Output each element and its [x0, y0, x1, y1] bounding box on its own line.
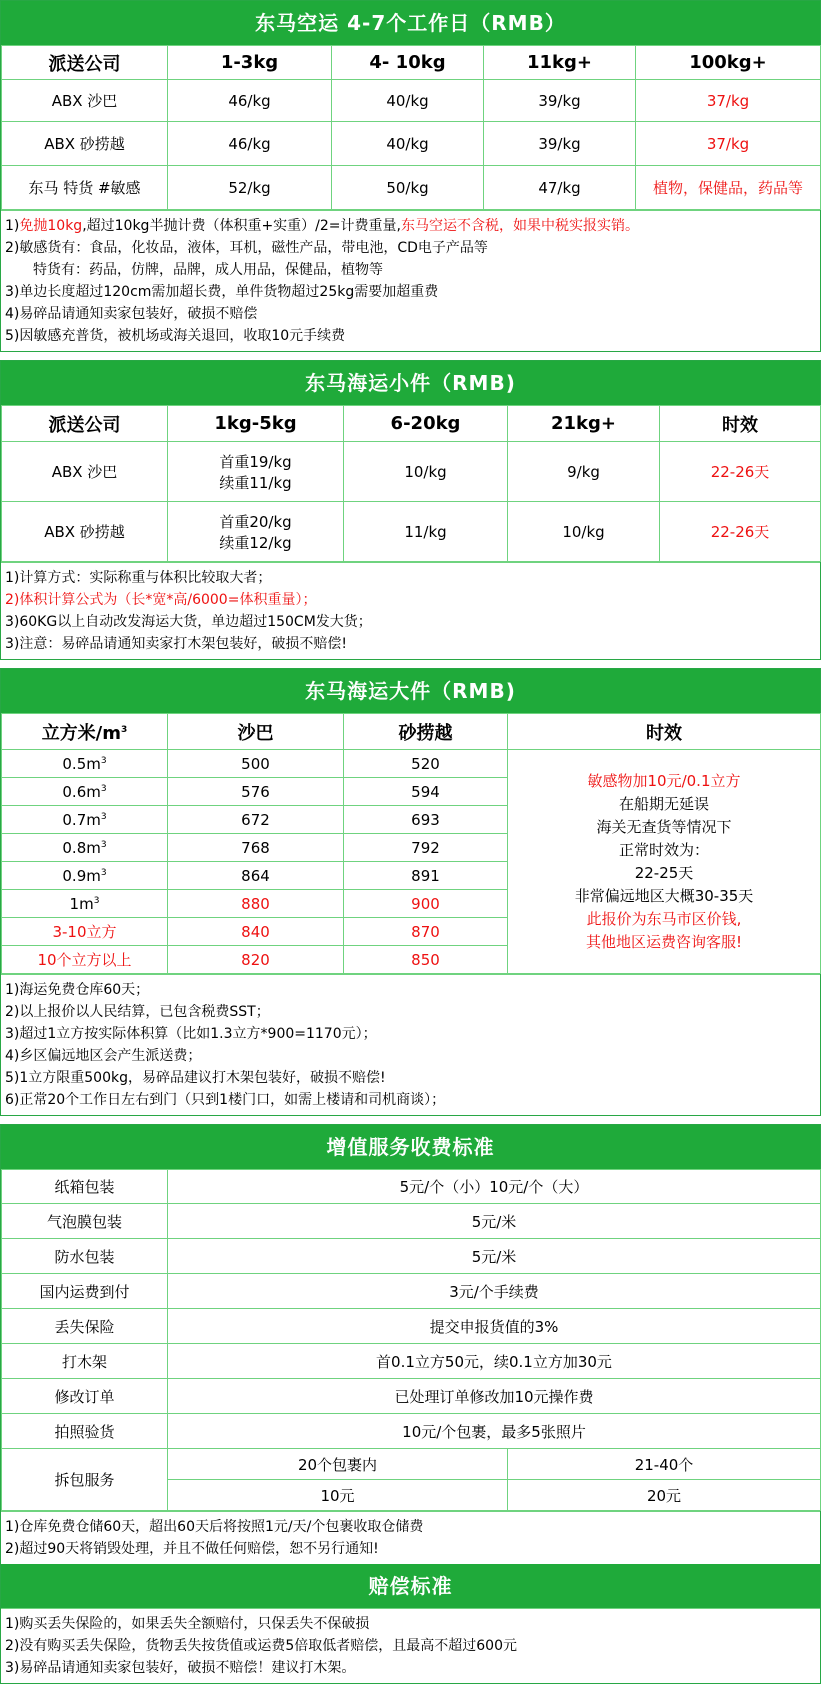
sea-large-table: [1, 713, 821, 974]
column-header: 21kg+: [508, 406, 660, 442]
column-header: 时效: [660, 406, 821, 442]
table-row: [2, 122, 821, 166]
price-cell: 50/kg: [332, 166, 484, 210]
price-cell: 594: [344, 778, 508, 806]
price-cell: 864: [168, 862, 344, 890]
table-row: [2, 1414, 821, 1449]
compensation-title: 赔偿标准: [1, 1564, 820, 1608]
time-cell: 22-26天: [660, 442, 821, 502]
column-header: 立方米$/m^3$: [2, 714, 168, 750]
note-line: 6)正常20个工作日左右到门（只到1楼门口，如需上楼请和司机商谈）；: [5, 1092, 446, 1108]
sea-large-title: 东马海运大件（RMB): [1, 669, 820, 713]
price-cell: 576: [168, 778, 344, 806]
sea-small-section: [0, 360, 821, 660]
company-cell: 东马 特货 #敏感: [2, 166, 168, 210]
price-cell: 46/kg: [168, 80, 332, 122]
table-row: [2, 80, 821, 122]
air-freight-title: 东马空运 4-7个工作日（RMB）: [1, 1, 820, 45]
price-cell: 52/kg: [168, 166, 332, 210]
note-line: 特货有：药品，仿牌，品牌，成人用品，保健品，植物等: [33, 262, 383, 278]
service-price: 提交申报货值的3%: [168, 1309, 821, 1344]
price-cell: 40/kg: [332, 80, 484, 122]
company-cell: ABX 沙巴: [2, 442, 168, 502]
compensation-notes: [1, 1608, 820, 1683]
air-freight-table: [1, 45, 821, 210]
price-cell: 首重20/kg 续重12/kg: [168, 502, 344, 562]
company-cell: ABX 砂捞越: [2, 502, 168, 562]
service-name: 拆包服务: [2, 1449, 168, 1511]
price-cell: 10/kg: [344, 442, 508, 502]
price-cell: 768: [168, 834, 344, 862]
service-price: 5元/米: [168, 1204, 821, 1239]
price-cell: 39/kg: [484, 122, 636, 166]
service-name: 气泡膜包装: [2, 1204, 168, 1239]
note-line: 4)乡区偏远地区会产生派送费；: [5, 1048, 202, 1064]
company-cell: ABX 砂捞越: [2, 122, 168, 166]
split-price: 10元: [168, 1480, 508, 1511]
volume-cell: $1m^3$: [2, 890, 168, 918]
note-line: 2)没有购买丢失保险，货物丢失按货值或运费5倍取低者赔偿，且最高不超过600元: [5, 1638, 517, 1654]
price-cell: 11/kg: [344, 502, 508, 562]
column-header: 6-20kg: [344, 406, 508, 442]
volume-cell: 3-10立方: [2, 918, 168, 946]
note-line: 2)以上报价以人民结算，已包含税费SST；: [5, 1004, 270, 1020]
service-name: 防水包装: [2, 1239, 168, 1274]
service-name: 拍照验货: [2, 1414, 168, 1449]
note-line: 3)注意：易碎品请通知卖家打木架包装好，破损不赔偿!: [5, 636, 347, 652]
sea-large-section: [0, 668, 821, 1116]
table-row: [2, 502, 821, 562]
price-cell: 672: [168, 806, 344, 834]
table-row: [2, 1239, 821, 1274]
column-header: 1kg-5kg: [168, 406, 344, 442]
column-header: 派送公司: [2, 406, 168, 442]
table-row: [2, 1170, 821, 1204]
price-cell: 9/kg: [508, 442, 660, 502]
price-cell: 850: [344, 946, 508, 974]
sea-small-notes: [1, 562, 820, 659]
air-freight-section: [0, 0, 821, 352]
service-name: 修改订单: [2, 1379, 168, 1414]
table-row: [2, 1274, 821, 1309]
table-row: [2, 166, 821, 210]
split-header: 21-40个: [508, 1449, 821, 1480]
services-title: 增值服务收费标准: [1, 1125, 820, 1169]
service-price: 3元/个手续费: [168, 1274, 821, 1309]
service-price: 已处理订单修改加10元操作费: [168, 1379, 821, 1414]
price-cell: 880: [168, 890, 344, 918]
table-header-row: [2, 46, 821, 80]
split-price: 20元: [508, 1480, 821, 1511]
note-line: 3)60KG以上自动改发海运大货，单边超过150CM发大货；: [5, 614, 372, 630]
price-cell: 37/kg: [636, 80, 821, 122]
split-header: 20个包裹内: [168, 1449, 508, 1480]
air-notes: [1, 210, 820, 351]
price-cell: 39/kg: [484, 80, 636, 122]
note-line: 2)超过90天将销毁处理，并且不做任何赔偿，恕不另行通知!: [5, 1541, 379, 1557]
column-header: 沙巴: [168, 714, 344, 750]
price-cell: 47/kg: [484, 166, 636, 210]
table-row: [2, 1204, 821, 1239]
table-row: [2, 750, 821, 778]
table-row: [2, 1344, 821, 1379]
column-header: 11kg+: [484, 46, 636, 80]
table-row: [2, 1449, 821, 1480]
volume-cell: $0.7m^3$: [2, 806, 168, 834]
note-line: 4)易碎品请通知卖家包装好，破损不赔偿: [5, 306, 258, 322]
price-cell: 900: [344, 890, 508, 918]
column-header: 100kg+: [636, 46, 821, 80]
sea-large-notes: [1, 974, 820, 1115]
sea-small-table: [1, 405, 821, 562]
note-line: 2)敏感货有：食品，化妆品，液体，耳机，磁性产品，带电池，CD电子产品等: [5, 240, 488, 256]
column-header: 砂捞越: [344, 714, 508, 750]
note-line: 1)免抛10kg,超过10kg半抛计费（体积重+实重）/2=计费重量,东马空运不含税，如果中税实报实销。: [5, 218, 639, 234]
note-line: 1)仓库免费仓储60天，超出60天后将按照1元/天/个包裹收取仓储费: [5, 1519, 424, 1535]
volume-cell: $0.8m^3$: [2, 834, 168, 862]
price-cell: 520: [344, 750, 508, 778]
service-price: 5元/个（小）10元/个（大）: [168, 1170, 821, 1204]
volume-cell: $0.5m^3$: [2, 750, 168, 778]
note-line: 5)1立方限重500kg，易碎品建议打木架包装好，破损不赔偿!: [5, 1070, 386, 1086]
company-cell: ABX 沙巴: [2, 80, 168, 122]
price-cell: 870: [344, 918, 508, 946]
table-header-row: [2, 406, 821, 442]
column-header: 时效: [508, 714, 821, 750]
table-header-row: [2, 714, 821, 750]
note-line: 3)易碎品请通知卖家包装好，破损不赔偿！建议打木架。: [5, 1660, 356, 1676]
note-line: 1)购买丢失保险的，如果丢失全额赔付，只保丢失不保破损: [5, 1616, 370, 1632]
service-price: 首0.1立方50元，续0.1立方加30元: [168, 1344, 821, 1379]
price-cell: 首重19/kg 续重11/kg: [168, 442, 344, 502]
price-cell: 820: [168, 946, 344, 974]
service-name: 丢失保险: [2, 1309, 168, 1344]
note-line: 1)海运免费仓库60天；: [5, 982, 150, 998]
services-notes: [1, 1511, 820, 1564]
note-line: 3)单边长度超过120cm需加超长费，单件货物超过25kg需要加超重费: [5, 284, 439, 300]
note-line: 5)因敏感充普货，被机场或海关退回，收取10元手续费: [5, 328, 346, 344]
price-cell: 植物，保健品，药品等: [636, 166, 821, 210]
service-name: 打木架: [2, 1344, 168, 1379]
timing-cell: 敏感物加10元/0.1立方 在船期无延误 海关无查货等情况下 正常时效为： 22-25天 非常偏远地区大概30-35天 此报价为东马市区价钱, 其他地区运费咨询客服!: [508, 750, 821, 974]
note-line: 1)计算方式：实际称重与体积比较取大者；: [5, 570, 272, 586]
time-cell: 22-26天: [660, 502, 821, 562]
note-line: 2)体积计算公式为（长*宽*高/6000=体积重量）；: [5, 592, 317, 608]
price-cell: 693: [344, 806, 508, 834]
table-row: [2, 442, 821, 502]
table-row: [2, 1309, 821, 1344]
service-price: 10元/个包裹，最多5张照片: [168, 1414, 821, 1449]
column-header: 派送公司: [2, 46, 168, 80]
service-name: 国内运费到付: [2, 1274, 168, 1309]
sea-small-title: 东马海运小件（RMB): [1, 361, 820, 405]
service-name: 纸箱包装: [2, 1170, 168, 1204]
table-row: [2, 1379, 821, 1414]
price-cell: 792: [344, 834, 508, 862]
services-table: [1, 1169, 821, 1511]
service-price: 5元/米: [168, 1239, 821, 1274]
note-line: 3)超过1立方按实际体积算（比如1.3立方*900=1170元）；: [5, 1026, 377, 1042]
price-cell: 37/kg: [636, 122, 821, 166]
price-cell: 40/kg: [332, 122, 484, 166]
volume-cell: $0.6m^3$: [2, 778, 168, 806]
volume-cell: $0.9m^3$: [2, 862, 168, 890]
price-cell: 891: [344, 862, 508, 890]
volume-cell: 10个立方以上: [2, 946, 168, 974]
price-cell: 10/kg: [508, 502, 660, 562]
column-header: 4- 10kg: [332, 46, 484, 80]
price-cell: 840: [168, 918, 344, 946]
services-section: [0, 1124, 821, 1684]
column-header: 1-3kg: [168, 46, 332, 80]
price-cell: 500: [168, 750, 344, 778]
price-cell: 46/kg: [168, 122, 332, 166]
